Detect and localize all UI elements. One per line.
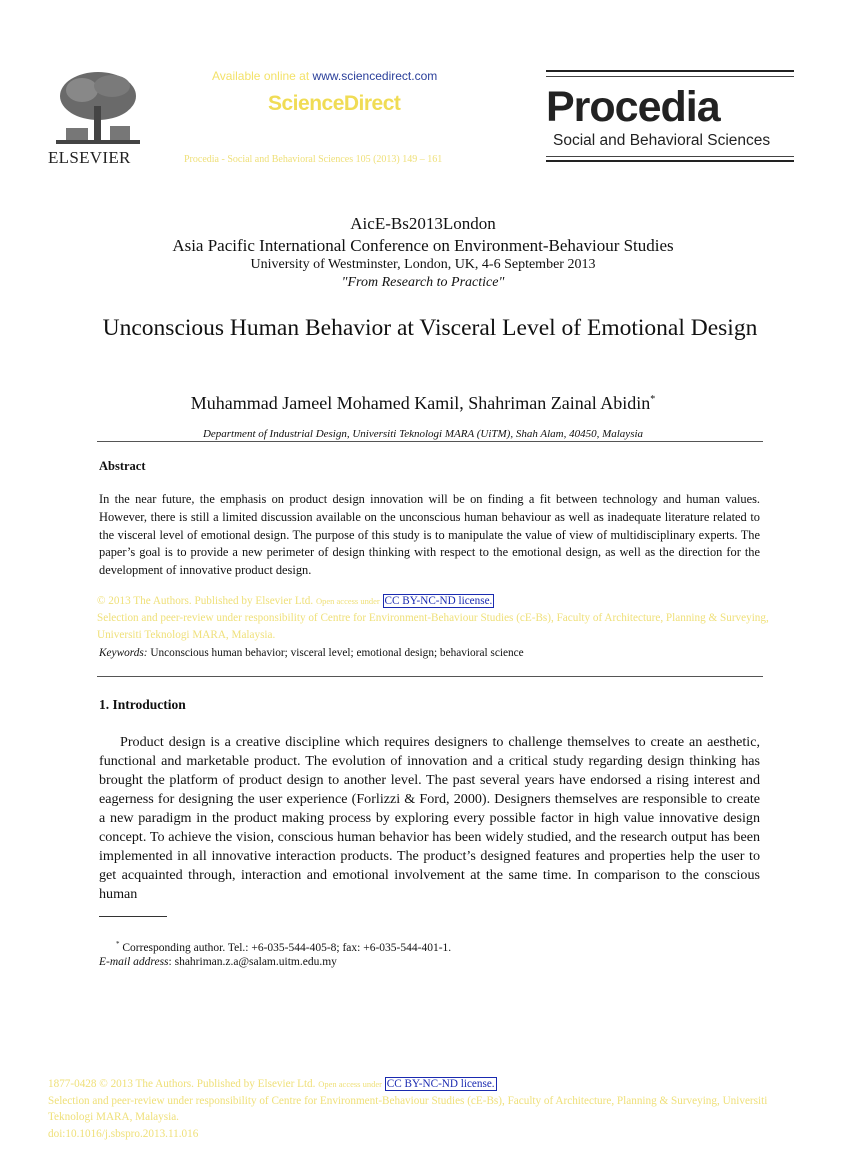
paper-title: Unconscious Human Behavior at Visceral Level of Emotional Design xyxy=(102,315,758,341)
authors-text: Muhammad Jameel Mohamed Kamil, Shahriman Zainal Abidin xyxy=(190,393,651,413)
footnote-corresponding xyxy=(116,940,451,954)
corresponding-text: Corresponding author. Tel.: +6-035-544-405-8; fax: +6-035-544-401-1. xyxy=(122,941,452,954)
email-address[interactable]: : shahriman.z.a@salam.uitm.edu.my xyxy=(168,956,337,968)
footer-open-access: Open access under xyxy=(318,1079,382,1089)
author-list xyxy=(0,393,846,414)
open-access-text: Open access under xyxy=(315,596,380,606)
available-prefix: Available online at xyxy=(212,69,310,83)
conference-full-name: Asia Pacific International Conference on Environment-Behaviour Studies xyxy=(172,236,674,255)
introduction-paragraph: Product design is a creative discipline which requires designers to challenge themselves to create an aesthetic, functional and marketable product. The evolution of innovation and a critical study regarding design thinking has brought the platform of product design to another level. The past several years have endorsed a rising interest and eagerness for designing the user experience (Forlizzi & Ford, 2000). Designers themselves are responsible to create a new paradigm in the product making process by exploring every possible factor in high value innovative design concept. To achieve the vision, conscious human behavior has been widely studied, and the research output has been implemented in all innovative interaction products. The product’s designed features and properties help the user to get acquainted through, interaction and emotional involvement at the same time. In comparison to the conscious human xyxy=(99,734,760,902)
masthead-rule xyxy=(546,156,794,157)
keywords-label: Keywords: xyxy=(99,647,148,659)
license-statement xyxy=(97,593,777,644)
footer-peer-review: Selection and peer-review under responsibility of Centre for Environment-Behaviour Studies (cE-Bs), Faculty of Architecture, Planning & Surveying, Universiti Teknologi MARA, Malaysia. xyxy=(48,1094,768,1123)
journal-title: Procedia xyxy=(546,83,720,131)
masthead-rule xyxy=(546,70,794,72)
conference-venue: University of Westminster, London, UK, 4-6 September 2013 xyxy=(250,257,596,272)
journal-subtitle: Social and Behavioral Sciences xyxy=(553,132,771,149)
footnote-rule xyxy=(99,916,167,917)
corresponding-mark[interactable]: * xyxy=(650,394,656,405)
footnote-email xyxy=(99,956,337,968)
publisher-name: ELSEVIER xyxy=(48,148,131,167)
peer-review-text: Selection and peer-review under responsibility of Centre for Environment-Behaviour Studies (cE-Bs), Faculty of Architecture, Planning & Surveying, Universiti Teknologi MARA, Malaysia. xyxy=(97,612,769,641)
masthead-rule xyxy=(546,160,794,162)
email-label: E-mail address xyxy=(99,956,169,968)
conference-motto: "From Research to Practice" xyxy=(341,275,505,290)
footer-cc-license-link[interactable]: CC BY-NC-ND license. xyxy=(386,1078,495,1090)
copyright-text: © 2013 The Authors. Published by Elsevier Ltd. xyxy=(97,595,314,607)
keywords xyxy=(99,647,524,659)
keywords-text: Unconscious human behavior; visceral level; emotional design; behavioral science xyxy=(150,647,524,659)
available-online xyxy=(212,69,437,83)
conference-short-name: AicE-Bs2013London xyxy=(350,214,496,233)
masthead-rule xyxy=(546,76,794,77)
sciencedirect-logo: ScienceDirect xyxy=(268,92,401,115)
divider xyxy=(97,441,763,442)
footnote-mark: * xyxy=(116,940,120,948)
footer-doi[interactable]: doi:10.1016/j.sbspro.2013.11.016 xyxy=(48,1127,199,1140)
cc-license-link[interactable]: CC BY-NC-ND license. xyxy=(384,595,493,607)
page-footer xyxy=(48,1076,808,1142)
section-heading-introduction: 1. Introduction xyxy=(99,697,186,712)
footer-copyright: 1877-0428 © 2013 The Authors. Published by Elsevier Ltd. xyxy=(48,1078,316,1090)
divider xyxy=(97,676,763,677)
abstract-heading: Abstract xyxy=(99,459,146,473)
journal-reference: Procedia - Social and Behavioral Sciences 105 (2013) 149 – 161 xyxy=(184,154,443,165)
abstract-text: In the near future, the emphasis on product design innovation will be on finding a fit between technology and human values. However, there is still a limited discussion available on the unconscious human behaviour as well as inadequate literature related to the visceral level of emotional design. The purpose of this study is to manipulate the value of view of multidisciplinary experts. The paper’s goal is to provide a new perimeter of design thinking with respect to the emotional design, as well as the direction for the development of innovative product design. xyxy=(99,492,760,578)
sciencedirect-link[interactable]: www.sciencedirect.com xyxy=(312,69,438,83)
affiliation: Department of Industrial Design, Universiti Teknologi MARA (UiTM), Shah Alam, 40450, Malaysia xyxy=(202,428,644,440)
